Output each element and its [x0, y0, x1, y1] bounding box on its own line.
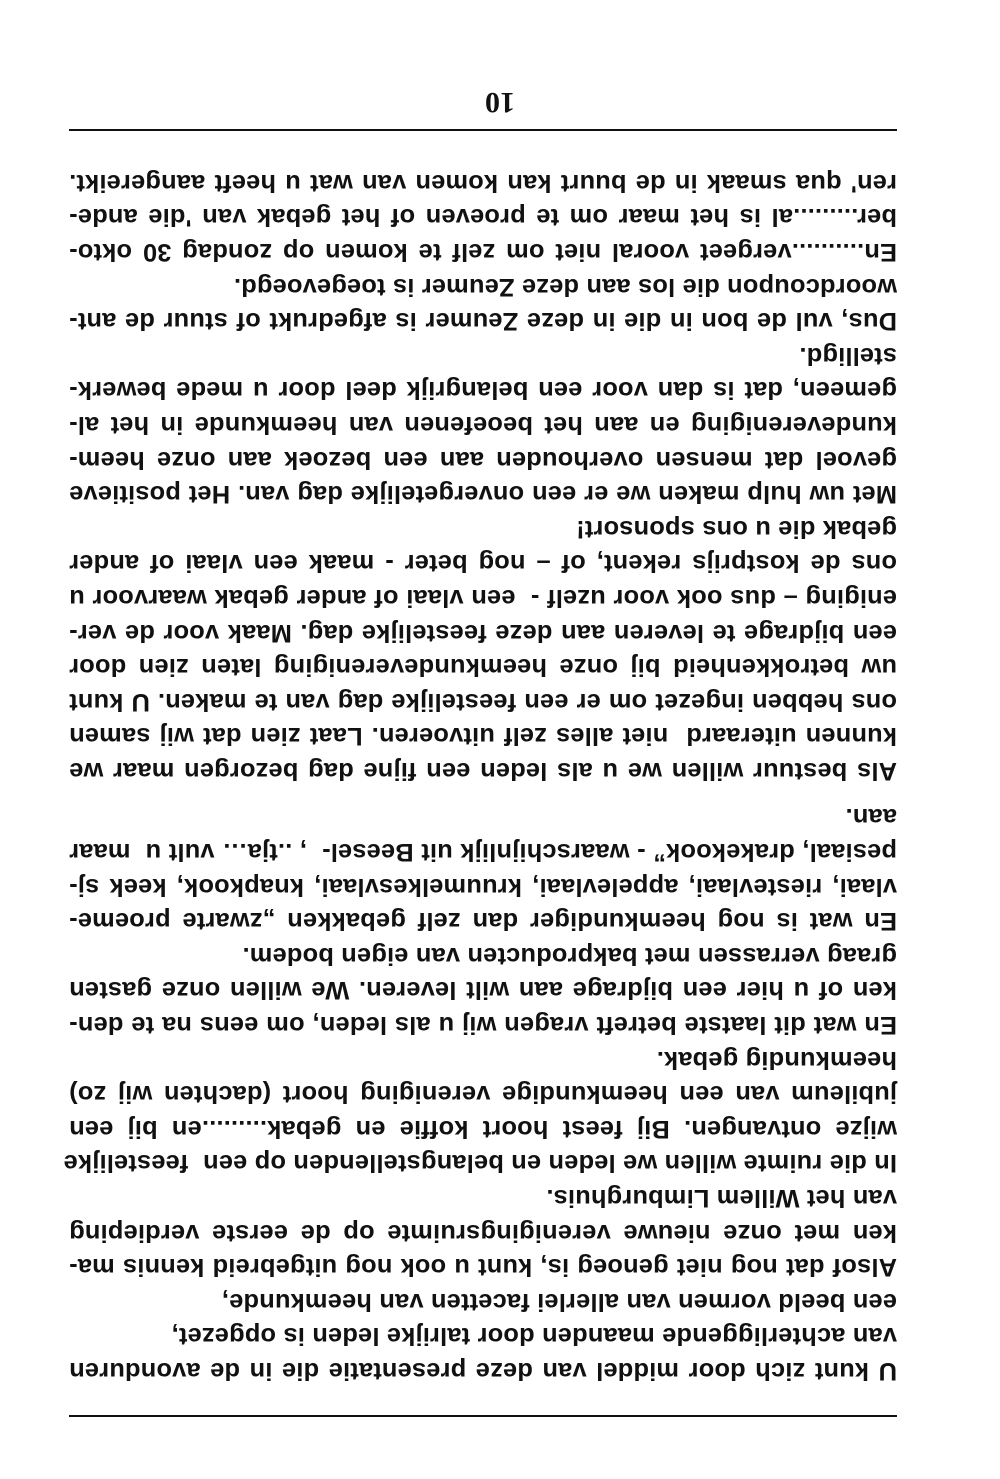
- text-line: woordcoupon die los aan deze Zeumer is toegevoegd.: [233, 272, 897, 301]
- paragraph: [69, 800, 897, 938]
- paragraph: [63, 1042, 897, 1180]
- text-line: ken of u hier een bijdrage aan wilt leveren. We willen onze gasten: [69, 976, 897, 1005]
- text-line: uw betrokkenheid bij onze heemkundevereniging laten zien door: [69, 653, 897, 682]
- text-line: pesiaal, drakekook” - waarschijnlijk uit Beesel- , ..tja… vult u maar: [69, 838, 897, 867]
- text-line: ber.........al is het maar om te proeven of het gebak van 'die ande-: [69, 203, 897, 232]
- page-number: 10: [485, 86, 515, 119]
- text-line: van het Willem Limburghuis.: [546, 1184, 897, 1213]
- text-line: En wat is nog heemkundiger dan zelf gebakken „zwarte proeme-: [69, 907, 897, 936]
- text-line: wijze ontvangen. Bij feest hoort koffie en gebak.........en bij een: [69, 1114, 897, 1143]
- text-line: Als bestuur willen we u als leden een fijne dag bezorgen maar we: [69, 756, 897, 785]
- text-line: stelligd.: [799, 341, 897, 370]
- text-line: kundevereniging en aan het beoefenen van heemkunde in het al-: [69, 410, 897, 439]
- text-line: Met uw hulp maken we er een onvergetelijke dag van. Het positieve: [69, 480, 897, 509]
- text-line: U kunt zich door middel van deze presentatie die in de avonduren: [69, 1357, 897, 1385]
- bottom-rule: [69, 129, 897, 131]
- text-line: ons hebben ingezet om er een feestelijke dag van te maken. U kunt: [69, 687, 897, 716]
- text-line: ons de kostprijs rekent, of – nog beter - maak een vlaai of ander: [69, 549, 897, 578]
- text-line: heemkundig gebak.: [656, 1045, 897, 1074]
- text-line: kunnen uiteraard niet alles zelf uitvoeren. Laat zien dat wij samen: [69, 722, 897, 751]
- text-line: van achterliggende maanden door talrijke leden is opgezet,: [171, 1322, 897, 1351]
- text-line: jubileum van een heemkundige vereniging hoort (dachten wij zo): [69, 1080, 897, 1109]
- text-line: graag verrassen met bakproducten van eigen bodem.: [242, 941, 897, 970]
- top-rule: [69, 1415, 897, 1417]
- text-line: ren' qua smaak in de buurt kan komen van wat u heeft aangereikt.: [69, 168, 897, 197]
- text-line: eniging – dus ook voor uzelf - een vlaai of ander gebak waarvoor u: [69, 583, 897, 612]
- text-line: een bijdrage te leveren aan deze feestelijke dag. Maak voor de ver-: [69, 618, 897, 647]
- text-line: gemeen, dat is dan voor een belangrijk deel door u mede bewerk-: [69, 376, 897, 405]
- paragraph: [69, 938, 897, 1042]
- paragraph: [69, 338, 897, 511]
- text-line: aan.: [845, 803, 897, 832]
- text-line: Alsof dat nog niet genoeg is, kunt u ook nog uitgebreid kennis ma-: [69, 1253, 897, 1282]
- text-line: gevoel dat mensen overhouden aan een bezoek aan onze heem-: [69, 445, 897, 474]
- text-line: En..........vergeet vooral niet om zelf te komen op zondag 30 okto-: [69, 238, 897, 266]
- text-line: In die ruimte willen we leden en belangstellenden op een feestelijke: [63, 1149, 897, 1178]
- paragraph: [69, 1180, 897, 1388]
- text-line: ken met onze nieuwe verenigingsruimte op de eerste verdieping: [69, 1218, 897, 1247]
- text-line: een beeld vormen van allerlei facetten van heemkunde,: [221, 1287, 897, 1316]
- text-line: En wat dit laatste betreft vragen wij u als leden, om eens na te den-: [69, 1011, 897, 1040]
- text-line: Dus, vul de bon in die in deze Zeumer is afgedrukt of stuur de ant-: [69, 307, 897, 336]
- text-line: gebak die u ons sponsort!: [575, 514, 897, 543]
- body-text: [63, 165, 897, 1388]
- paragraph: [69, 165, 897, 338]
- paragraph: [69, 511, 897, 788]
- text-line: vlaai, riestevlaai, appelevlaai, kruumelkesvlaai, knapkook, keek sj-: [69, 872, 897, 901]
